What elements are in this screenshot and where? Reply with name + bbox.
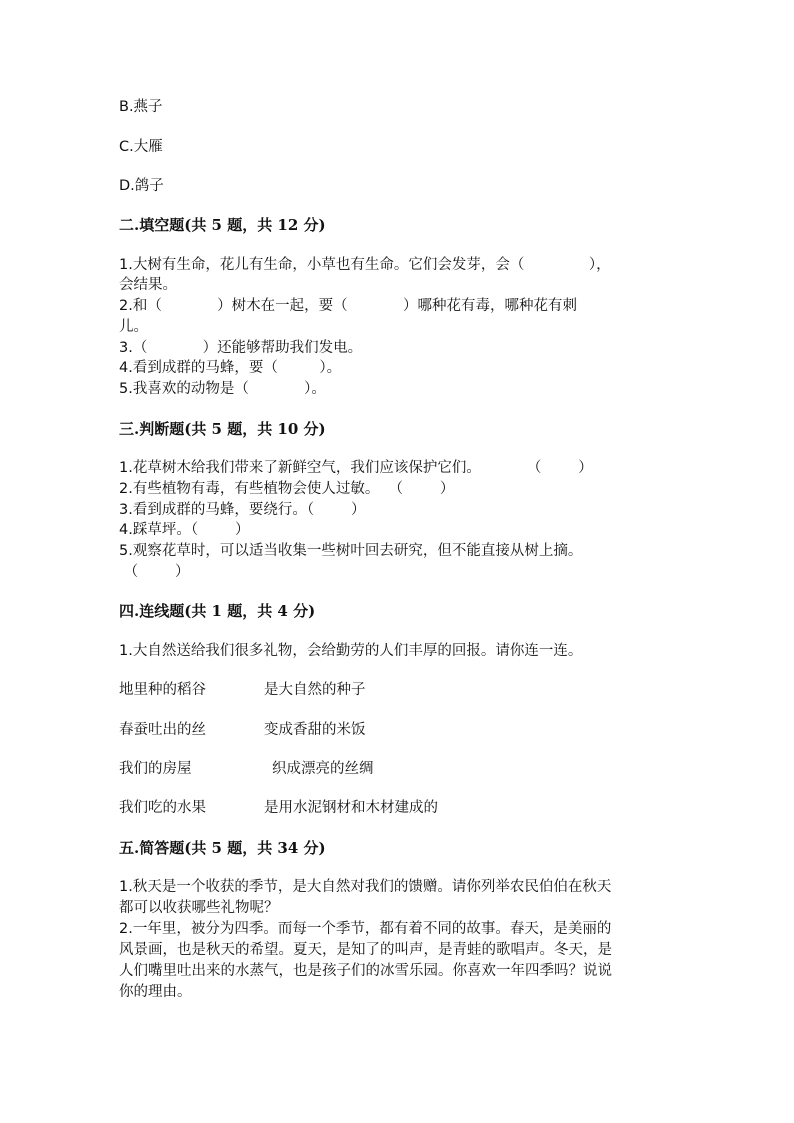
matching-right-item: 是用水泥钢材和木材建成的 bbox=[264, 800, 438, 816]
section-heading-true-false: 三.判断题(共 5 题，共 10 分) bbox=[119, 420, 326, 438]
short-answer-line: 人们嘴里吐出来的水蒸气，也是孩子们的冰雪乐园。你喜欢一年四季吗？说说 bbox=[119, 963, 612, 979]
short-answer-line: 2.一年里，被分为四季。而每一个季节，都有着不同的故事。春天，是美丽的 bbox=[119, 921, 612, 937]
fill-blank-line: 会结果。 bbox=[119, 277, 177, 293]
fill-blank-line: 1.大树有生命，花儿有生命，小草也有生命。它们会发芽，会（ ）， bbox=[119, 257, 611, 273]
matching-left-item: 我们吃的水果 bbox=[119, 800, 206, 816]
true-false-line: 4.踩草坪。（ ） bbox=[119, 522, 250, 538]
section-heading-matching: 四.连线题(共 1 题，共 4 分) bbox=[119, 602, 316, 620]
option-c: C.大雁 bbox=[119, 139, 163, 155]
matching-left-item: 春蚕吐出的丝 bbox=[119, 722, 206, 738]
short-answer-line: 1.秋天是一个收获的季节，是大自然对我们的馈赠。请你列举农民伯伯在秋天 bbox=[119, 879, 612, 895]
true-false-line: 5.观察花草时，可以适当收集一些树叶回去研究，但不能直接从树上摘。 bbox=[119, 543, 583, 559]
matching-right-item: 变成香甜的米饭 bbox=[264, 722, 366, 738]
short-answer-line: 你的理由。 bbox=[119, 984, 192, 1000]
true-false-line: （ ） bbox=[119, 564, 190, 580]
matching-left-item: 地里种的稻谷 bbox=[119, 682, 206, 698]
fill-blank-line: 儿。 bbox=[119, 319, 148, 335]
fill-blank-line: 3.（ ）还能够帮助我们发电。 bbox=[119, 340, 363, 356]
fill-blank-line: 4.看到成群的马蜂，要（ ）。 bbox=[119, 360, 342, 376]
true-false-line: 3.看到成群的马蜂，要绕行。（ ） bbox=[119, 502, 366, 518]
matching-right-item: 是大自然的种子 bbox=[264, 682, 366, 698]
fill-blank-line: 5.我喜欢的动物是（ ）。 bbox=[119, 381, 326, 397]
true-false-line: 2.有些植物有毒，有些植物会使人过敏。 （ ） bbox=[119, 481, 455, 497]
section-heading-fill-blank: 二.填空题(共 5 题，共 12 分) bbox=[119, 216, 326, 234]
option-b: B.燕子 bbox=[119, 99, 163, 115]
short-answer-line: 风景画，也是秋天的希望。夏天，是知了的叫声，是青蛙的歌唱声。冬天，是 bbox=[119, 942, 612, 958]
option-d: D.鸽子 bbox=[119, 178, 164, 194]
fill-blank-line: 2.和（ ）树木在一起，要（ ）哪种花有毒，哪种花有刺 bbox=[119, 298, 577, 314]
section-heading-short-answer: 五.简答题(共 5 题，共 34 分) bbox=[119, 839, 326, 857]
matching-question: 1.大自然送给我们很多礼物，会给勤劳的人们丰厚的回报。请你连一连。 bbox=[119, 643, 583, 659]
short-answer-line: 都可以收获哪些礼物呢？ bbox=[119, 900, 279, 916]
matching-left-item: 我们的房屋 bbox=[119, 761, 192, 777]
true-false-line: 1.花草树木给我们带来了新鲜空气，我们应该保护它们。 （ ） bbox=[119, 460, 593, 476]
matching-right-item: 织成漂亮的丝绸 bbox=[272, 761, 374, 777]
